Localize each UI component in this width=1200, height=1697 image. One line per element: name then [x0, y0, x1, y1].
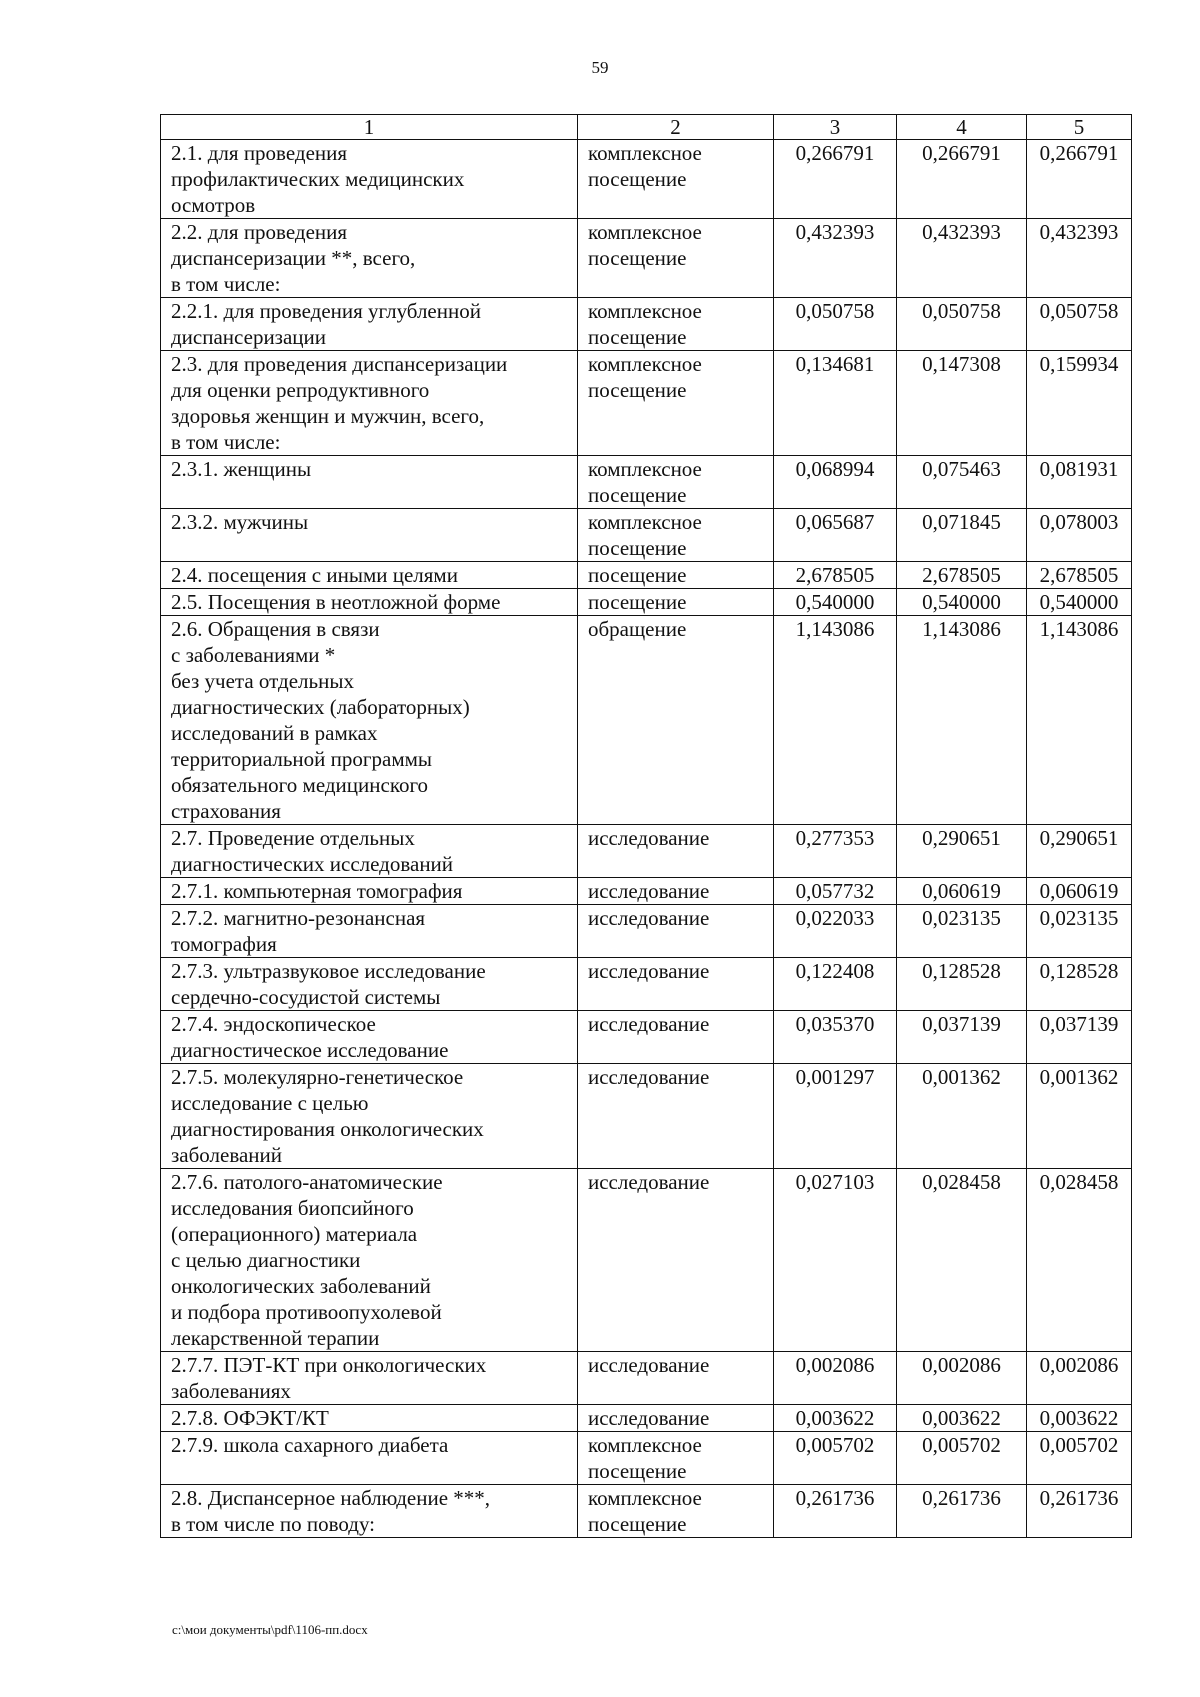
value-col-4: 0,023135 — [897, 905, 1027, 958]
value-col-4: 0,540000 — [897, 589, 1027, 616]
value-col-3: 0,002086 — [774, 1352, 897, 1405]
value-col-3: 0,001297 — [774, 1064, 897, 1169]
row-unit: исследование — [578, 825, 774, 878]
value-col-3: 0,050758 — [774, 298, 897, 351]
value-col-5: 0,159934 — [1027, 351, 1132, 456]
row-unit: комплексное посещение — [578, 1485, 774, 1538]
row-description: 2.7.4. эндоскопическое диагностическое исследование — [161, 1011, 578, 1064]
value-col-3: 0,266791 — [774, 140, 897, 219]
value-col-5: 0,261736 — [1027, 1485, 1132, 1538]
column-header: 4 — [897, 115, 1027, 140]
row-unit: исследование — [578, 1011, 774, 1064]
column-header: 2 — [578, 115, 774, 140]
value-col-4: 0,266791 — [897, 140, 1027, 219]
value-col-5: 0,028458 — [1027, 1169, 1132, 1352]
table-row — [161, 905, 1132, 958]
row-unit: исследование — [578, 1405, 774, 1432]
table-row — [161, 1352, 1132, 1405]
row-description: 2.1. для проведения профилактических медицинских осмотров — [161, 140, 578, 219]
row-unit: комплексное посещение — [578, 219, 774, 298]
value-col-3: 0,432393 — [774, 219, 897, 298]
row-unit: комплексное посещение — [578, 140, 774, 219]
row-unit: исследование — [578, 878, 774, 905]
value-col-3: 0,065687 — [774, 509, 897, 562]
row-unit: посещение — [578, 589, 774, 616]
value-col-3: 0,027103 — [774, 1169, 897, 1352]
row-description: 2.5. Посещения в неотложной форме — [161, 589, 578, 616]
value-col-3: 0,122408 — [774, 958, 897, 1011]
row-description: 2.6. Обращения в связи с заболеваниями * без учета отдельных диагностических (лабораторных) исследований в рамках территориальной программы обязательного медицинского страхования — [161, 616, 578, 825]
value-col-5: 0,540000 — [1027, 589, 1132, 616]
row-description: 2.7.7. ПЭТ-КТ при онкологических заболеваниях — [161, 1352, 578, 1405]
value-col-5: 0,128528 — [1027, 958, 1132, 1011]
row-description: 2.7.1. компьютерная томография — [161, 878, 578, 905]
column-header: 3 — [774, 115, 897, 140]
value-col-3: 0,261736 — [774, 1485, 897, 1538]
value-col-5: 0,050758 — [1027, 298, 1132, 351]
value-col-5: 0,078003 — [1027, 509, 1132, 562]
row-description: 2.7. Проведение отдельных диагностических исследований — [161, 825, 578, 878]
row-description: 2.4. посещения с иными целями — [161, 562, 578, 589]
row-description: 2.7.3. ультразвуковое исследование сердечно-сосудистой системы — [161, 958, 578, 1011]
row-description: 2.7.6. патолого-анатомические исследования биопсийного (операционного) материала с целью диагностики онкологических заболеваний и подбора противоопухолевой лекарственной терапии — [161, 1169, 578, 1352]
table-row — [161, 1064, 1132, 1169]
table-header-row — [161, 115, 1132, 140]
value-col-5: 0,003622 — [1027, 1405, 1132, 1432]
row-unit: комплексное посещение — [578, 298, 774, 351]
value-col-4: 0,060619 — [897, 878, 1027, 905]
volume-table — [160, 114, 1132, 1538]
value-col-4: 0,071845 — [897, 509, 1027, 562]
table-row — [161, 1485, 1132, 1538]
value-col-5: 0,037139 — [1027, 1011, 1132, 1064]
row-unit: посещение — [578, 562, 774, 589]
value-col-5: 0,266791 — [1027, 140, 1132, 219]
value-col-3: 2,678505 — [774, 562, 897, 589]
value-col-5: 0,001362 — [1027, 1064, 1132, 1169]
table-row — [161, 298, 1132, 351]
column-header: 1 — [161, 115, 578, 140]
value-col-5: 1,143086 — [1027, 616, 1132, 825]
value-col-4: 0,037139 — [897, 1011, 1027, 1064]
value-col-3: 0,134681 — [774, 351, 897, 456]
row-unit: исследование — [578, 1169, 774, 1352]
value-col-4: 0,128528 — [897, 958, 1027, 1011]
table-row — [161, 562, 1132, 589]
column-header: 5 — [1027, 115, 1132, 140]
row-description: 2.7.8. ОФЭКТ/КТ — [161, 1405, 578, 1432]
value-col-3: 0,540000 — [774, 589, 897, 616]
table-row — [161, 1432, 1132, 1485]
row-description: 2.3.2. мужчины — [161, 509, 578, 562]
table-row — [161, 456, 1132, 509]
table-row — [161, 140, 1132, 219]
value-col-3: 0,057732 — [774, 878, 897, 905]
table-row — [161, 1405, 1132, 1432]
value-col-4: 0,002086 — [897, 1352, 1027, 1405]
row-unit: комплексное посещение — [578, 509, 774, 562]
row-description: 2.3.1. женщины — [161, 456, 578, 509]
value-col-4: 0,050758 — [897, 298, 1027, 351]
value-col-4: 0,261736 — [897, 1485, 1027, 1538]
value-col-5: 0,290651 — [1027, 825, 1132, 878]
row-description: 2.7.2. магнитно-резонансная томография — [161, 905, 578, 958]
value-col-5: 0,081931 — [1027, 456, 1132, 509]
row-description: 2.7.9. школа сахарного диабета — [161, 1432, 578, 1485]
value-col-5: 2,678505 — [1027, 562, 1132, 589]
row-unit: комплексное посещение — [578, 1432, 774, 1485]
value-col-4: 0,290651 — [897, 825, 1027, 878]
value-col-4: 0,001362 — [897, 1064, 1027, 1169]
value-col-3: 0,277353 — [774, 825, 897, 878]
value-col-3: 0,003622 — [774, 1405, 897, 1432]
table-row — [161, 1011, 1132, 1064]
row-unit: комплексное посещение — [578, 351, 774, 456]
row-description: 2.3. для проведения диспансеризации для оценки репродуктивного здоровья женщин и мужчин, всего, в том числе: — [161, 351, 578, 456]
row-description: 2.2. для проведения диспансеризации **, всего, в том числе: — [161, 219, 578, 298]
value-col-3: 0,035370 — [774, 1011, 897, 1064]
row-unit: исследование — [578, 1352, 774, 1405]
table-row — [161, 219, 1132, 298]
row-description: 2.2.1. для проведения углубленной диспансеризации — [161, 298, 578, 351]
table-row — [161, 351, 1132, 456]
file-path-footer: c:\мои документы\pdf\1106-пп.docx — [172, 1622, 368, 1637]
row-description: 2.8. Диспансерное наблюдение ***, в том числе по поводу: — [161, 1485, 578, 1538]
table-row — [161, 958, 1132, 1011]
row-unit: исследование — [578, 958, 774, 1011]
value-col-3: 0,005702 — [774, 1432, 897, 1485]
value-col-5: 0,002086 — [1027, 1352, 1132, 1405]
value-col-4: 2,678505 — [897, 562, 1027, 589]
row-unit: исследование — [578, 1064, 774, 1169]
value-col-4: 1,143086 — [897, 616, 1027, 825]
value-col-4: 0,005702 — [897, 1432, 1027, 1485]
table-row — [161, 1169, 1132, 1352]
table-row — [161, 825, 1132, 878]
value-col-3: 0,068994 — [774, 456, 897, 509]
row-unit: обращение — [578, 616, 774, 825]
row-description: 2.7.5. молекулярно-генетическое исследование с целью диагностирования онкологических заболеваний — [161, 1064, 578, 1169]
value-col-5: 0,060619 — [1027, 878, 1132, 905]
page-number: 59 — [591, 58, 609, 77]
value-col-5: 0,005702 — [1027, 1432, 1132, 1485]
value-col-3: 0,022033 — [774, 905, 897, 958]
row-unit: комплексное посещение — [578, 456, 774, 509]
value-col-4: 0,075463 — [897, 456, 1027, 509]
value-col-5: 0,023135 — [1027, 905, 1132, 958]
value-col-4: 0,432393 — [897, 219, 1027, 298]
table-row — [161, 589, 1132, 616]
value-col-4: 0,003622 — [897, 1405, 1027, 1432]
value-col-5: 0,432393 — [1027, 219, 1132, 298]
table-row — [161, 878, 1132, 905]
table-row — [161, 616, 1132, 825]
value-col-3: 1,143086 — [774, 616, 897, 825]
row-unit: исследование — [578, 905, 774, 958]
table-row — [161, 509, 1132, 562]
value-col-4: 0,028458 — [897, 1169, 1027, 1352]
value-col-4: 0,147308 — [897, 351, 1027, 456]
